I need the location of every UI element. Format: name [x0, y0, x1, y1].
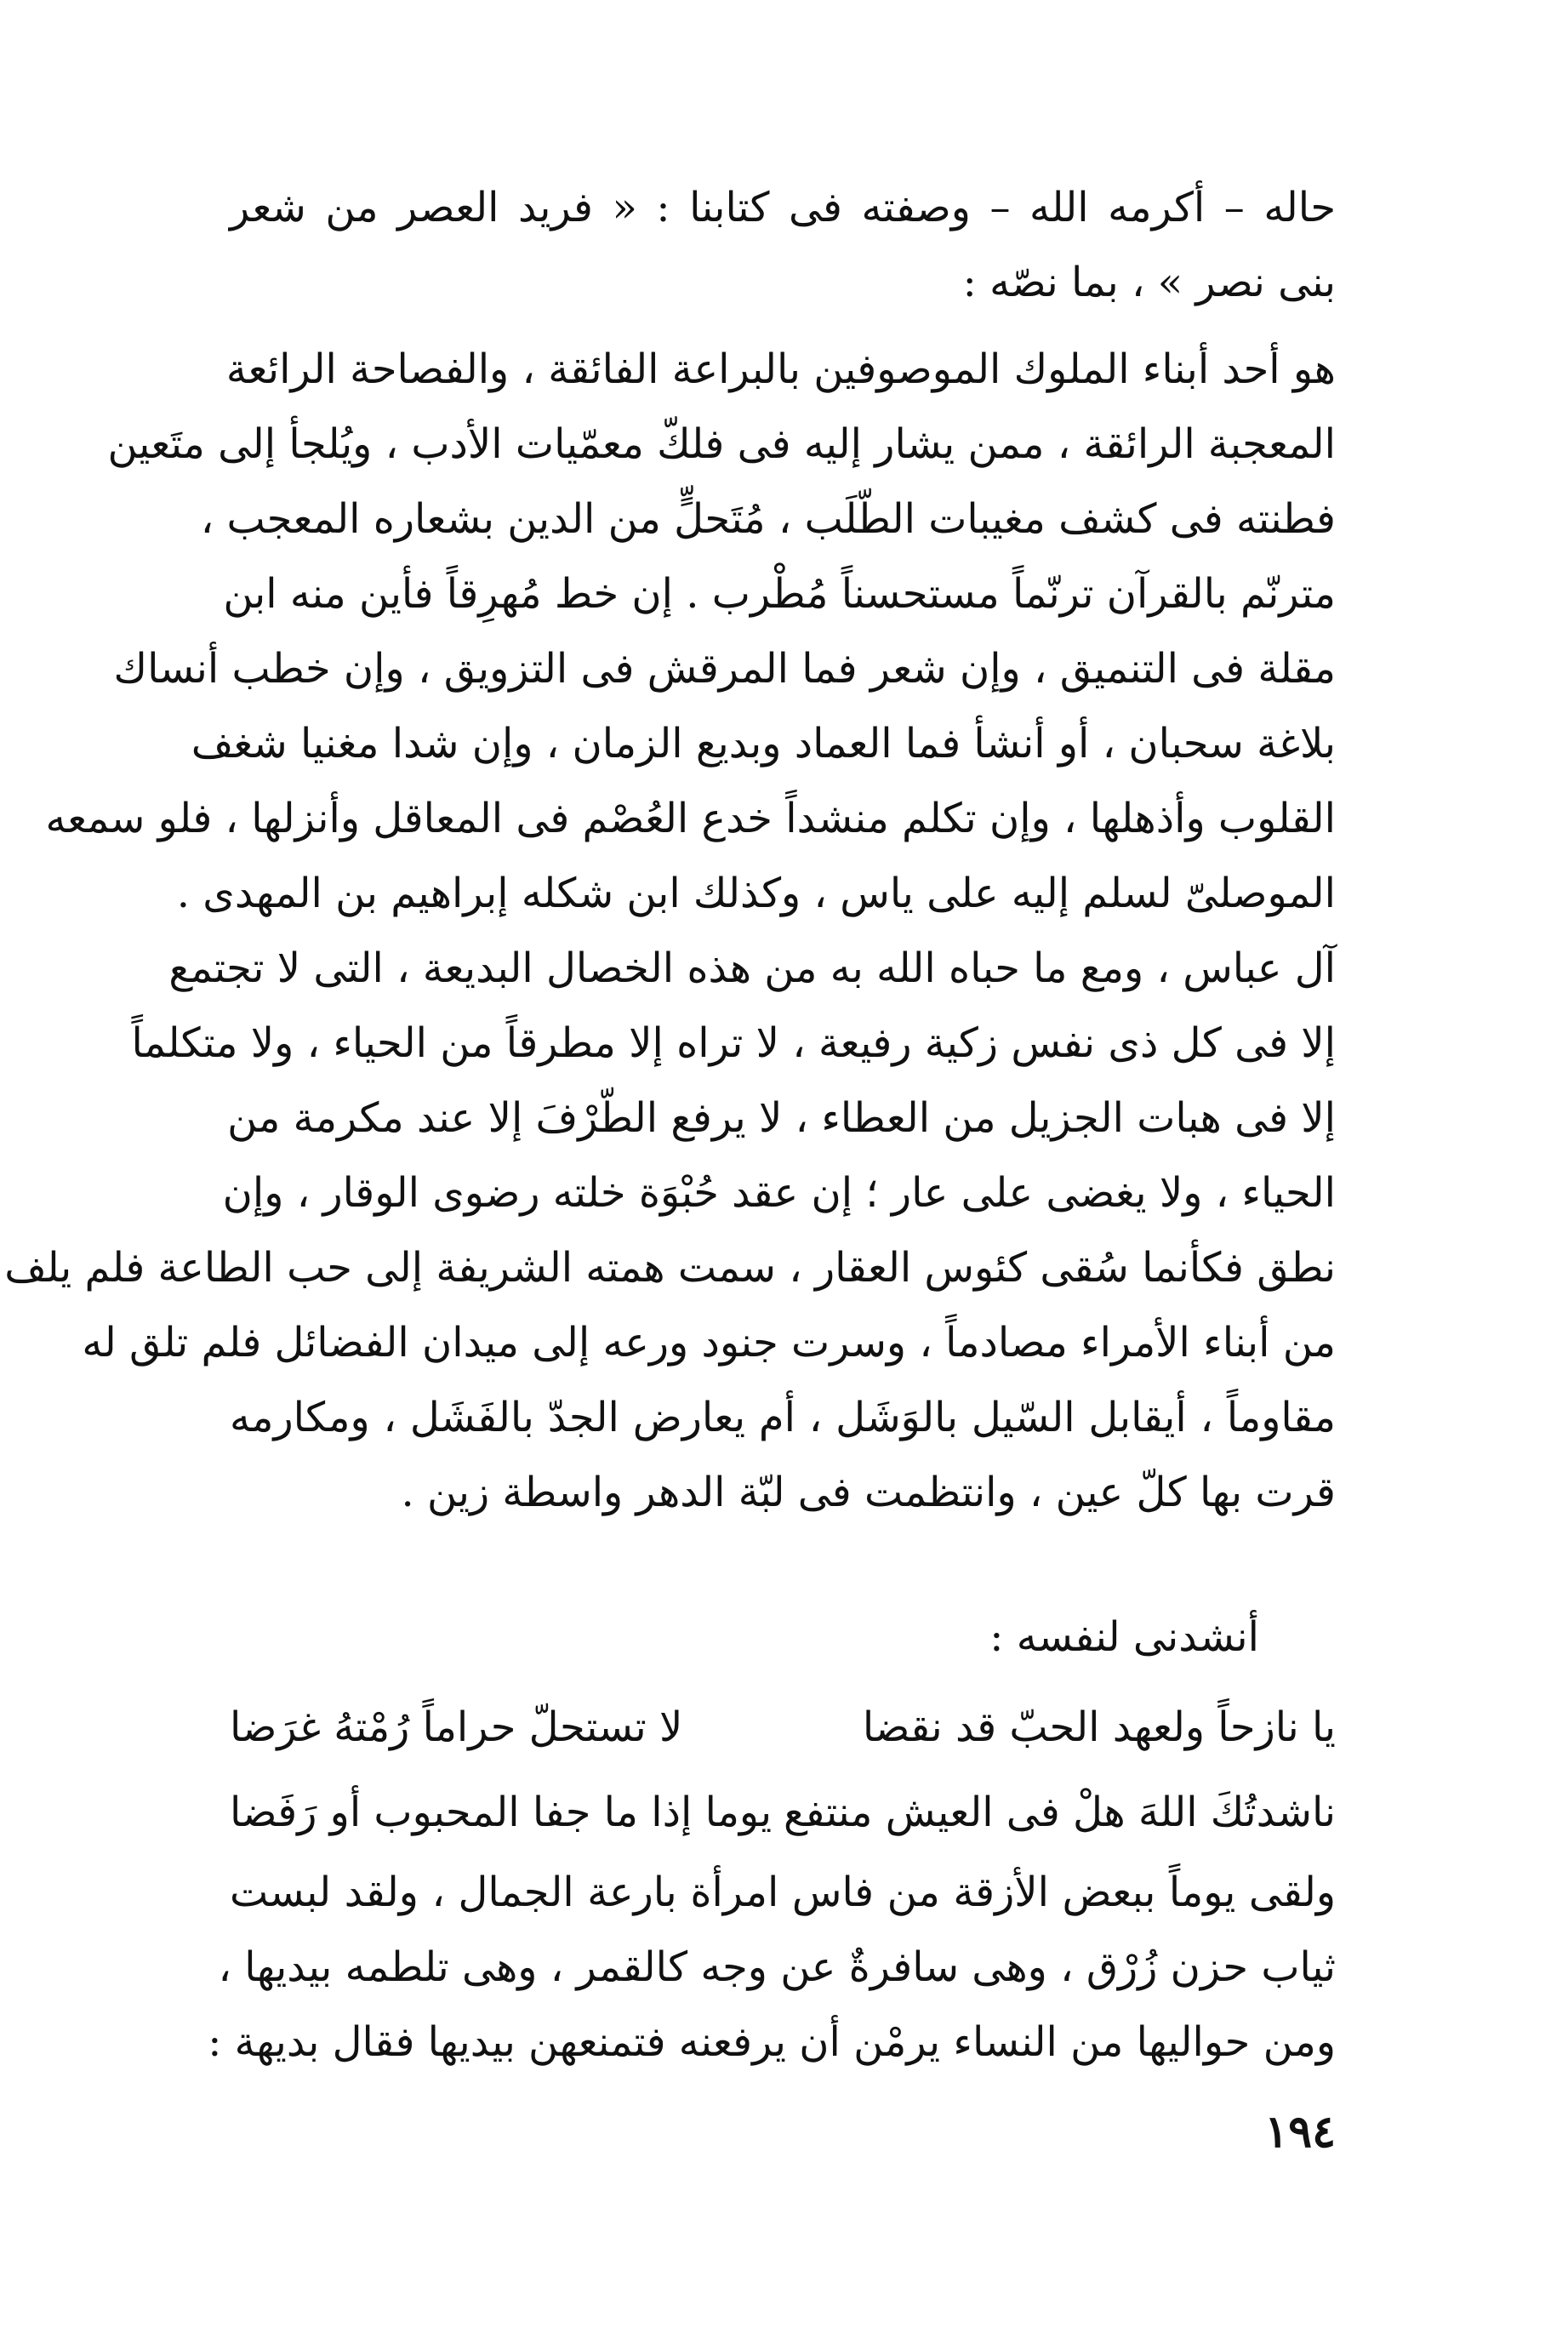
page-number: ١٩٤	[1264, 2106, 1336, 2158]
verse-first-hemistich: ناشدتُكَ اللهَ هلْ فى العيش منتفع	[783, 1789, 1336, 1836]
text-line: الموصلىّ لسلم إليه على ياس ، وكذلك ابن شكله إبراهيم بن المهدى .	[176, 870, 1336, 917]
verse-second-hemistich: يوما إذا ما جفا المحبوب أو رَفَضا	[230, 1789, 773, 1836]
verse-line	[230, 1685, 1336, 1770]
intro-paragraph	[230, 170, 1336, 320]
text-line: من أبناء الأمراء مصادماً ، وسرت جنود ورعه إلى ميدان الفضائل فلم تلق له	[82, 1319, 1336, 1367]
text-line: بنى نصر » ، بما نصّه :	[962, 259, 1336, 306]
text-line: مترنّم بالقرآن ترنّماً مستحسناً مُطْرب . إن خط مُهرِقاً فأين منه ابن	[223, 570, 1336, 618]
text-line: القلوب وأذهلها ، وإن تكلم منشداً خدع العُصْم فى المعاقل وأنزلها ، فلو سمعه	[45, 795, 1336, 842]
text-line: مقاوماً ، أيقابل السّيل بالوَشَل ، أم يعارض الجدّ بالفَشَل ، ومكارمه	[230, 1394, 1336, 1441]
text-line: إلا فى كل ذى نفس زكية رفيعة ، لا تراه إلا مطرقاً من الحياء ، ولا متكلماً	[131, 1019, 1336, 1067]
main-paragraph	[4, 332, 1336, 1530]
text-line: إلا فى هبات الجزيل من العطاء ، لا يرفع الطّرْفَ إلا عند مكرمة من	[227, 1094, 1336, 1142]
verse-line	[230, 1770, 1336, 1855]
text-line: الحياء ، ولا يغضى على عار ؛ إن عقد حُبْوَة خلته رضوى الوقار ، وإن	[222, 1169, 1336, 1217]
poem-verses	[230, 1685, 1336, 1855]
text-line: حاله – أكرمه الله – وصفته فى كتابنا : « فريد العصر من شعر	[230, 184, 1336, 231]
text-line: آل عباس ، ومع ما حباه الله به من هذه الخصال البديعة ، التى لا تجتمع	[168, 944, 1336, 992]
text-line: ثياب حزن زُرْق ، وهى سافرةٌ عن وجه كالقمر ، وهى تلطمه بيديها ،	[218, 1943, 1336, 1991]
verse-second-hemistich: لا تستحلّ حراماً رُمْتهُ غرَضا	[230, 1703, 683, 1751]
text-line: ولقى يوماً ببعض الأزقة من فاس امرأة بارعة الجمال ، ولقد لبست	[230, 1869, 1336, 1916]
verse-first-hemistich: يا نازحاً ولعهد الحبّ قد نقضا	[862, 1703, 1336, 1751]
text-line: فطنته فى كشف مغيبات الطّلَب ، مُتَحلٍّ من الدين بشعاره المعجب ،	[200, 495, 1336, 543]
text-line: بلاغة سحبان ، أو أنشأ فما العماد وبديع الزمان ، وإن شدا مغنيا شغف	[191, 720, 1336, 767]
text-line: قرت بها كلّ عين ، وانتظمت فى لبّة الدهر واسطة زين .	[401, 1469, 1336, 1516]
text-line: أنشدنى لنفسه :	[989, 1613, 1259, 1661]
text-line: نطق فكأنما سُقى كئوس العقار ، سمت همته الشريفة إلى حب الطاعة فلم يلف	[4, 1244, 1336, 1292]
closing-paragraph	[208, 1855, 1336, 2080]
text-line: ومن حواليها من النساء يرمْن أن يرفعنه فتمنعهن بيديها فقال بديهة :	[208, 2018, 1336, 2066]
text-line: مقلة فى التنميق ، وإن شعر فما المرقش فى التزويق ، وإن خطب أنساك	[113, 645, 1336, 693]
text-line: المعجبة الرائقة ، ممن يشار إليه فى فلكّ معمّيات الأدب ، ويُلجأ إلى متَعين	[107, 420, 1336, 468]
text-line: هو أحد أبناء الملوك الموصوفين بالبراعة الفائقة ، والفصاحة الرائعة	[225, 345, 1336, 393]
recite-heading	[230, 1600, 1336, 1675]
